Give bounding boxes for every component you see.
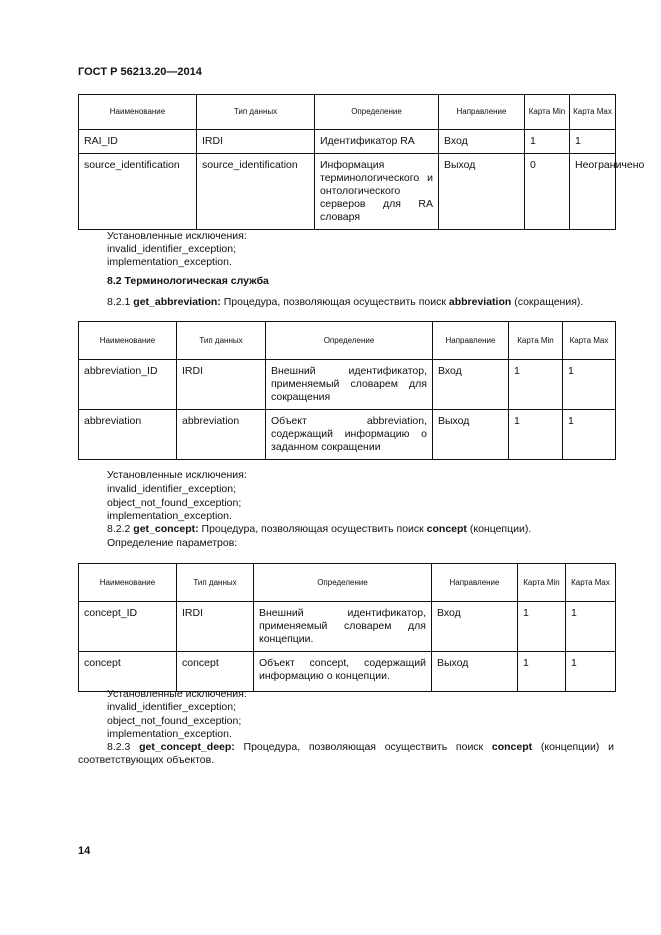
exception-item: object_not_found_exception; — [107, 497, 242, 509]
exception-item: invalid_identifier_exception; — [107, 243, 236, 255]
procedure-name: get_concept: — [133, 523, 199, 535]
col-header-name: Наименование — [79, 322, 177, 360]
exception-item: implementation_exception. — [107, 510, 232, 522]
cell-card-max: 1 — [566, 602, 616, 652]
cell-direction: Выход — [439, 154, 525, 230]
cell-direction: Вход — [433, 360, 509, 410]
table-row — [79, 130, 616, 154]
cell-card-max: 1 — [566, 652, 616, 692]
cell-card-min: 1 — [509, 410, 563, 460]
parameters-table-2 — [78, 321, 616, 460]
procedure-name: get_concept_deep: — [139, 741, 235, 753]
table-row — [79, 360, 616, 410]
clause-text: (концепции). — [466, 523, 532, 535]
exception-item: object_not_found_exception; — [107, 715, 242, 727]
table-header-row — [79, 564, 616, 602]
col-header-direction: Направление — [432, 564, 518, 602]
cell-definition: Объект abbreviation, содержащий информацию о заданном сокращении — [266, 410, 433, 460]
col-header-name: Наименование — [79, 95, 197, 130]
clause-text: Процедура, позволяющая осуществить поиск — [220, 296, 449, 308]
cell-name: concept — [79, 652, 177, 692]
cell-card-min: 0 — [525, 154, 570, 230]
clause-text: Процедура, позволяющая осуществить поиск — [198, 523, 427, 535]
section-heading-8-2: 8.2 Терминологическая служба — [107, 275, 269, 287]
cell-card-max: Неограничено — [570, 154, 616, 230]
cell-type: IRDI — [177, 602, 254, 652]
col-header-definition: Определение — [315, 95, 439, 130]
term: abbreviation — [448, 296, 512, 308]
col-header-card-max: Карта Max — [570, 95, 616, 130]
cell-direction: Выход — [433, 410, 509, 460]
table-header-row — [79, 322, 616, 360]
cell-card-max: 1 — [563, 410, 616, 460]
cell-type: IRDI — [197, 130, 315, 154]
col-header-definition: Определение — [254, 564, 432, 602]
table-header-row — [79, 95, 616, 130]
cell-name: abbreviation_ID — [79, 360, 177, 410]
cell-type: IRDI — [177, 360, 266, 410]
cell-card-min: 1 — [518, 602, 566, 652]
table-row — [79, 410, 616, 460]
paragraph-8-2-2 — [107, 523, 531, 536]
exception-item: implementation_exception. — [107, 728, 232, 740]
clause-text: (концепции) и соответствующих объектов. — [78, 741, 614, 766]
exception-item: invalid_identifier_exception; — [107, 701, 236, 713]
cell-definition: Внешний идентификатор, применяемый словарем для сокращения — [266, 360, 433, 410]
term: concept — [426, 523, 467, 535]
col-header-card-max: Карта Max — [563, 322, 616, 360]
col-header-direction: Направление — [439, 95, 525, 130]
cell-direction: Выход — [432, 652, 518, 692]
cell-card-max: 1 — [563, 360, 616, 410]
clause-text: Процедура, позволяющая осуществить поиск — [234, 741, 492, 753]
clause-number: 8.2.3 — [107, 741, 140, 753]
cell-definition: Идентификатор RA — [315, 130, 439, 154]
cell-type: abbreviation — [177, 410, 266, 460]
page-number: 14 — [78, 845, 91, 857]
clause-number: 8.2.1 — [107, 296, 134, 308]
col-header-name: Наименование — [79, 564, 177, 602]
col-header-definition: Определение — [266, 322, 433, 360]
cell-definition: Объект concept, содержащий информацию о концепции. — [254, 652, 432, 692]
cell-definition: Информация терминологического и онтологического серверов для RA словаря — [315, 154, 439, 230]
clause-number: 8.2.2 — [107, 523, 134, 535]
table-row — [79, 602, 616, 652]
term: concept — [491, 741, 533, 753]
exception-item: implementation_exception. — [107, 256, 232, 268]
cell-card-min: 1 — [509, 360, 563, 410]
cell-card-min: 1 — [525, 130, 570, 154]
parameters-table-1 — [78, 94, 645, 230]
parameters-table-3 — [78, 563, 616, 692]
cell-name: concept_ID — [79, 602, 177, 652]
table-row — [79, 652, 616, 692]
cell-direction: Вход — [439, 130, 525, 154]
exceptions-heading: Установленные исключения: — [107, 230, 247, 242]
cell-direction: Вход — [432, 602, 518, 652]
procedure-name: get_abbreviation: — [133, 296, 221, 308]
cell-type: concept — [177, 652, 254, 692]
cell-name: source_identification — [79, 154, 197, 230]
col-header-type: Тип данных — [177, 564, 254, 602]
clause-text: (сокращения). — [511, 296, 584, 308]
exception-item: invalid_identifier_exception; — [107, 483, 236, 495]
col-header-direction: Направление — [433, 322, 509, 360]
cell-card-max: 1 — [570, 130, 616, 154]
col-header-type: Тип данных — [197, 95, 315, 130]
col-header-card-max: Карта Max — [566, 564, 616, 602]
table-row — [79, 154, 616, 230]
cell-name: RAI_ID — [79, 130, 197, 154]
exceptions-heading: Установленные исключения: — [107, 469, 247, 481]
col-header-type: Тип данных — [177, 322, 266, 360]
cell-name: abbreviation — [79, 410, 177, 460]
exceptions-heading: Установленные исключения: — [107, 688, 247, 700]
cell-definition: Внешний идентификатор, применяемый словарем для концепции. — [254, 602, 432, 652]
paragraph-8-2-1 — [107, 296, 583, 309]
document-header: ГОСТ Р 56213.20—2014 — [78, 66, 202, 78]
col-header-card-min: Карта Min — [525, 95, 570, 130]
paragraph-8-2-3 — [78, 741, 614, 767]
parameters-definition-label: Определение параметров: — [107, 537, 238, 549]
cell-type: source_identification — [197, 154, 315, 230]
col-header-card-min: Карта Min — [518, 564, 566, 602]
col-header-card-min: Карта Min — [509, 322, 563, 360]
cell-card-min: 1 — [518, 652, 566, 692]
